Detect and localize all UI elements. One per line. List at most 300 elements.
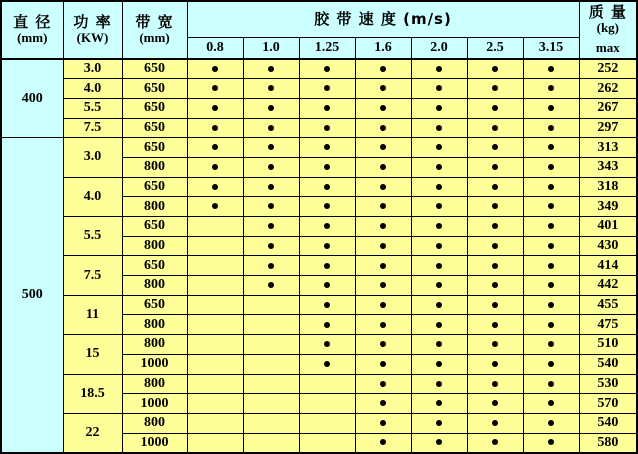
dot-icon [268,243,274,249]
dot-icon [324,263,330,269]
speed-dot-cell [523,59,579,79]
table-row [1,177,637,197]
speed-dot-cell [187,256,243,276]
dot-icon [548,282,554,288]
mass-cell: 540 [579,413,637,433]
dot-icon [492,66,498,72]
speed-dot-cell [243,98,299,118]
speed-dot-cell [411,354,467,374]
header-bandwidth [122,1,187,59]
dot-icon [436,144,442,150]
speed-dot-cell [523,413,579,433]
table-row [1,256,637,276]
speed-dot-cell [243,157,299,177]
bandwidth-cell: 650 [122,217,187,237]
speed-dot-cell [523,354,579,374]
speed-dot-cell [355,295,411,315]
header-power-title: 功 率 [73,13,112,32]
bandwidth-cell: 800 [122,374,187,394]
dot-icon [436,322,442,328]
dot-icon [492,223,498,229]
dot-icon [436,223,442,229]
dot-icon [324,302,330,308]
mass-cell: 318 [579,177,637,197]
speed-dot-cell [523,138,579,158]
power-cell: 5.5 [63,217,122,256]
speed-dot-cell [299,157,355,177]
dot-icon [548,439,554,445]
speed-dot-cell [299,98,355,118]
dot-icon [268,85,274,91]
speed-dot-cell [243,394,299,414]
dot-icon [380,439,386,445]
dot-icon [212,144,218,150]
speed-dot-cell [243,413,299,433]
power-cell: 3.0 [63,59,122,79]
power-cell: 22 [63,413,122,452]
speed-dot-cell [523,157,579,177]
power-cell: 4.0 [63,79,122,99]
speed-dot-cell [243,79,299,99]
table-row [1,413,637,433]
speed-dot-cell [467,98,523,118]
bandwidth-cell: 1000 [122,354,187,374]
dot-icon [380,85,386,91]
speed-dot-cell [243,276,299,296]
speed-dot-cell [187,335,243,355]
speed-dot-cell [411,374,467,394]
speed-dot-cell [355,138,411,158]
header-diameter [1,1,63,59]
dot-icon [380,184,386,190]
speed-dot-cell [299,177,355,197]
dot-icon [212,203,218,209]
speed-dot-cell [355,394,411,414]
speed-dot-cell [467,433,523,453]
dot-icon [548,322,554,328]
dot-icon [436,125,442,131]
dot-icon [548,361,554,367]
mass-cell: 510 [579,335,637,355]
mass-cell: 313 [579,138,637,158]
header-mass-title: 质 量 [588,3,627,22]
header-mass-unit: (kg) [596,20,619,36]
dot-icon [268,66,274,72]
dot-icon [436,263,442,269]
speed-dot-cell [299,217,355,237]
speed-dot-cell [467,295,523,315]
dot-icon [436,164,442,170]
dot-icon [548,144,554,150]
speed-dot-cell [523,315,579,335]
dot-icon [492,85,498,91]
speed-dot-cell [187,394,243,414]
speed-dot-cell [467,394,523,414]
diameter-cell: 500 [1,138,63,453]
table-row [1,335,637,355]
speed-dot-cell [355,335,411,355]
dot-icon [324,203,330,209]
dot-icon [548,105,554,111]
dot-icon [492,361,498,367]
speed-dot-cell [243,335,299,355]
speed-dot-cell [243,256,299,276]
speed-dot-cell [355,374,411,394]
dot-icon [268,144,274,150]
dot-icon [380,164,386,170]
speed-dot-cell [187,413,243,433]
dot-icon [324,144,330,150]
dot-icon [548,125,554,131]
mass-cell: 252 [579,59,637,79]
dot-icon [548,164,554,170]
dot-icon [380,263,386,269]
dot-icon [380,322,386,328]
speed-dot-cell [411,157,467,177]
speed-dot-cell [299,79,355,99]
speed-dot-cell [467,138,523,158]
speed-dot-cell [355,98,411,118]
speed-dot-cell [411,433,467,453]
speed-dot-cell [243,433,299,453]
dot-icon [380,381,386,387]
dot-icon [492,263,498,269]
power-cell: 7.5 [63,256,122,295]
speed-dot-cell [467,276,523,296]
dot-icon [268,125,274,131]
mass-cell: 442 [579,276,637,296]
dot-icon [268,164,274,170]
dot-icon [268,223,274,229]
speed-dot-cell [523,79,579,99]
speed-dot-cell [411,98,467,118]
table-row [1,138,637,158]
dot-icon [548,420,554,426]
bandwidth-cell: 650 [122,177,187,197]
speed-dot-cell [467,374,523,394]
dot-icon [324,322,330,328]
speed-dot-cell [243,217,299,237]
speed-dot-cell [243,177,299,197]
bandwidth-cell: 650 [122,138,187,158]
power-cell: 11 [63,295,122,334]
mass-cell: 475 [579,315,637,335]
dot-icon [212,164,218,170]
speed-dot-cell [187,217,243,237]
speed-dot-cell [411,295,467,315]
speed-dot-cell [299,374,355,394]
dot-icon [324,223,330,229]
header-power-unit: (KW) [76,30,109,46]
table-header [1,1,637,59]
power-cell: 5.5 [63,98,122,118]
dot-icon [212,125,218,131]
speed-col-header: 1.0 [243,37,299,59]
table-row [1,374,637,394]
speed-dot-cell [355,236,411,256]
dot-icon [492,144,498,150]
speed-dot-cell [467,236,523,256]
speed-dot-cell [187,59,243,79]
dot-icon [436,341,442,347]
speed-dot-cell [411,217,467,237]
dot-icon [324,85,330,91]
header-diameter-unit: (mm) [17,30,48,46]
dot-icon [492,302,498,308]
dot-icon [380,125,386,131]
speed-dot-cell [299,354,355,374]
dot-icon [436,203,442,209]
speed-dot-cell [187,374,243,394]
speed-dot-cell [411,276,467,296]
dot-icon [436,184,442,190]
dot-icon [324,125,330,131]
mass-cell: 297 [579,118,637,138]
speed-dot-cell [187,79,243,99]
dot-icon [380,302,386,308]
speed-dot-cell [299,295,355,315]
speed-dot-cell [411,79,467,99]
dot-icon [548,66,554,72]
speed-dot-cell [411,335,467,355]
speed-dot-cell [411,138,467,158]
speed-dot-cell [523,177,579,197]
dot-icon [380,420,386,426]
dot-icon [380,105,386,111]
mass-cell: 580 [579,433,637,453]
power-cell: 3.0 [63,138,122,177]
speed-col-header: 1.25 [299,37,355,59]
speed-dot-cell [187,276,243,296]
speed-dot-cell [523,197,579,217]
dot-icon [268,184,274,190]
speed-dot-cell [187,354,243,374]
table-body [1,59,637,453]
speed-dot-cell [523,217,579,237]
speed-dot-cell [243,295,299,315]
dot-icon [548,203,554,209]
power-cell: 15 [63,335,122,374]
dot-icon [436,243,442,249]
speed-dot-cell [523,98,579,118]
header-speed-title: 胶 带 速 度 (m/s) [187,1,579,37]
speed-dot-cell [467,217,523,237]
dot-icon [548,341,554,347]
bandwidth-cell: 800 [122,236,187,256]
header-bandwidth-unit: (mm) [139,30,170,46]
bandwidth-cell: 800 [122,197,187,217]
speed-dot-cell [355,157,411,177]
mass-cell: 349 [579,197,637,217]
header-bandwidth-title: 带 宽 [135,13,174,32]
speed-dot-cell [467,157,523,177]
dot-icon [436,420,442,426]
speed-dot-cell [467,315,523,335]
speed-dot-cell [355,59,411,79]
dot-icon [268,203,274,209]
speed-dot-cell [411,256,467,276]
speed-dot-cell [299,236,355,256]
dot-icon [268,105,274,111]
header-mass [579,1,637,59]
table-row [1,79,637,99]
mass-cell: 430 [579,236,637,256]
dot-icon [548,302,554,308]
dot-icon [324,66,330,72]
dot-icon [436,105,442,111]
power-cell: 18.5 [63,374,122,413]
dot-icon [492,203,498,209]
dot-icon [436,381,442,387]
dot-icon [492,105,498,111]
mass-cell: 414 [579,256,637,276]
speed-dot-cell [299,315,355,335]
header-diameter-title: 直 径 [13,13,52,32]
dot-icon [492,400,498,406]
dot-icon [380,66,386,72]
dot-icon [324,243,330,249]
dot-icon [548,184,554,190]
speed-dot-cell [467,335,523,355]
speed-dot-cell [355,256,411,276]
speed-dot-cell [187,157,243,177]
dot-icon [212,85,218,91]
table-row [1,217,637,237]
dot-icon [492,184,498,190]
dot-icon [436,282,442,288]
speed-dot-cell [243,118,299,138]
dot-icon [212,105,218,111]
dot-icon [324,184,330,190]
bandwidth-cell: 650 [122,79,187,99]
dot-icon [436,361,442,367]
speed-dot-cell [411,394,467,414]
speed-dot-cell [187,138,243,158]
speed-dot-cell [187,236,243,256]
dot-icon [436,400,442,406]
speed-dot-cell [355,177,411,197]
dot-icon [380,341,386,347]
dot-icon [324,341,330,347]
table-row [1,295,637,315]
speed-dot-cell [355,217,411,237]
speed-dot-cell [299,256,355,276]
speed-dot-cell [187,197,243,217]
speed-dot-cell [467,413,523,433]
dot-icon [436,302,442,308]
speed-dot-cell [523,256,579,276]
speed-dot-cell [243,197,299,217]
mass-cell: 267 [579,98,637,118]
speed-dot-cell [523,295,579,315]
speed-dot-cell [299,197,355,217]
mass-cell: 455 [579,295,637,315]
power-cell: 4.0 [63,177,122,216]
speed-dot-cell [467,79,523,99]
dot-icon [492,243,498,249]
mass-cell: 262 [579,79,637,99]
dot-icon [324,164,330,170]
dot-icon [380,282,386,288]
header-mass-top [580,2,637,38]
bandwidth-cell: 1000 [122,394,187,414]
speed-dot-cell [243,315,299,335]
speed-dot-cell [299,138,355,158]
header-row-top [1,1,637,37]
speed-dot-cell [467,177,523,197]
dot-icon [548,381,554,387]
dot-icon [212,184,218,190]
speed-dot-cell [355,79,411,99]
speed-dot-cell [187,177,243,197]
table-row [1,118,637,138]
dot-icon [548,263,554,269]
speed-dot-cell [411,197,467,217]
dot-icon [380,144,386,150]
table-row [1,98,637,118]
dot-icon [380,243,386,249]
dot-icon [548,223,554,229]
speed-dot-cell [523,236,579,256]
dot-icon [380,223,386,229]
bandwidth-cell: 1000 [122,433,187,453]
dot-icon [380,203,386,209]
speed-dot-cell [355,276,411,296]
power-cell: 7.5 [63,118,122,138]
dot-icon [436,85,442,91]
speed-dot-cell [523,276,579,296]
dot-icon [492,439,498,445]
speed-col-header: 2.0 [411,37,467,59]
bandwidth-cell: 800 [122,335,187,355]
speed-dot-cell [299,276,355,296]
dot-icon [268,282,274,288]
speed-dot-cell [187,433,243,453]
speed-dot-cell [299,413,355,433]
speed-dot-cell [411,413,467,433]
dot-icon [492,420,498,426]
dot-icon [212,66,218,72]
speed-dot-cell [299,433,355,453]
dot-icon [324,105,330,111]
speed-dot-cell [299,118,355,138]
speed-dot-cell [243,354,299,374]
speed-dot-cell [467,256,523,276]
speed-dot-cell [355,118,411,138]
speed-dot-cell [411,59,467,79]
diameter-cell: 400 [1,59,63,138]
speed-dot-cell [187,295,243,315]
speed-dot-cell [355,197,411,217]
speed-dot-cell [467,197,523,217]
speed-dot-cell [187,118,243,138]
speed-dot-cell [355,315,411,335]
speed-dot-cell [187,315,243,335]
speed-dot-cell [523,118,579,138]
mass-cell: 343 [579,157,637,177]
dot-icon [380,400,386,406]
dot-icon [548,400,554,406]
speed-col-header: 2.5 [467,37,523,59]
dot-icon [492,322,498,328]
speed-dot-cell [523,374,579,394]
speed-dot-cell [187,98,243,118]
dot-icon [548,85,554,91]
speed-dot-cell [467,354,523,374]
dot-icon [324,361,330,367]
speed-dot-cell [299,59,355,79]
dot-icon [492,164,498,170]
